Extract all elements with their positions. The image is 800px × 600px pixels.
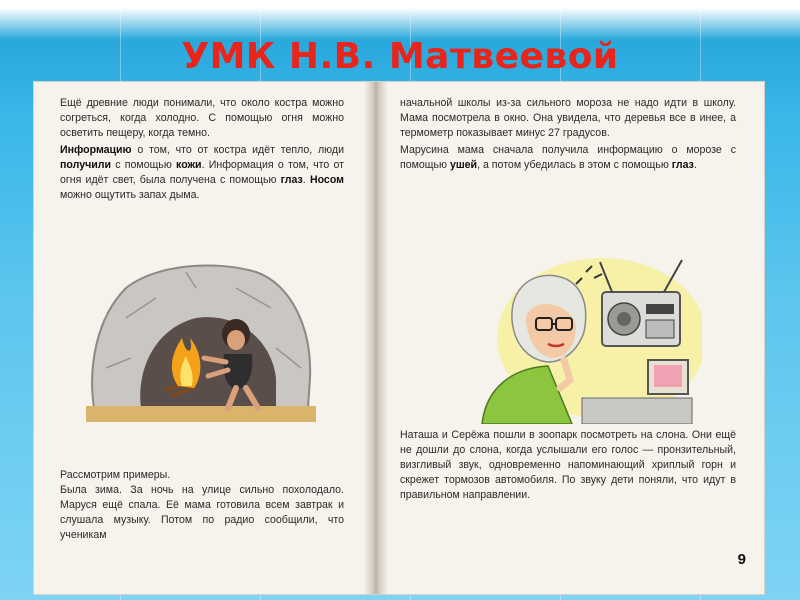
left-page	[34, 82, 364, 594]
bold-word: получили	[60, 159, 111, 171]
bold-word: Носом	[309, 174, 344, 186]
right-page	[388, 82, 764, 594]
bold-word: глаз	[671, 159, 694, 171]
slide-title: УМК Н.В. Матвеевой	[181, 36, 619, 77]
caveman-fire-illustration	[86, 258, 316, 422]
left-text-bottom	[60, 468, 344, 543]
woman-radio-icon	[452, 248, 702, 424]
bold-word: кожи	[176, 159, 202, 171]
left-text-top	[60, 96, 344, 203]
right-paragraph-2: Марусина мама сначала получила информацию о морозе с помощью ушей, а потом убедилась в этом с помощью глаз.	[400, 144, 736, 171]
right-text-bottom	[400, 428, 736, 503]
bold-word: ушей	[449, 159, 478, 171]
left-paragraph-4: Была зима. За ночь на улице сильно похолодало. Маруся ещё спала. Её мама готовила всем завтрак и слушала музыку. Потом по радио сообщили, что ученикам	[60, 484, 344, 541]
left-paragraph-3: Рассмотрим примеры.	[60, 469, 171, 481]
left-paragraph-2: Информацию о том, что от костра идёт тепло, люди получили с помощью кожи. Информация о том, что от огня идёт свет, была получена с помощью глаз. Носом можно ощутить запах дыма.	[60, 144, 344, 201]
book-spine	[364, 82, 388, 594]
left-paragraph-1: Ещё древние люди понимали, что около костра можно согреться, когда холодно. С помощью огня можно осветить пещеру, когда темно.	[60, 97, 344, 139]
right-paragraph-3: Наташа и Серёжа пошли в зоопарк посмотреть на слона. Они ещё не дошли до слона, когда услышали его голос — пронзительный, визгливый звук, одновременно напоминающий хриплый горн и скрежет тормозов автомобиля. По звуку дети поняли, что идут в правильном направлении.	[400, 429, 736, 501]
bold-word: Информацию	[60, 144, 132, 156]
caveman-fire-icon	[86, 258, 316, 422]
bold-word: глаз	[280, 174, 303, 186]
book-spread	[34, 82, 764, 594]
right-paragraph-1: начальной школы из-за сильного мороза не надо идти в школу. Мама посмотрела в окно. Она увидела, что деревья все в инее, а термометр показывает минус 27 градусов.	[400, 97, 736, 139]
right-text-top	[400, 96, 736, 173]
page-number: 9	[737, 551, 746, 568]
woman-radio-illustration	[452, 248, 702, 424]
